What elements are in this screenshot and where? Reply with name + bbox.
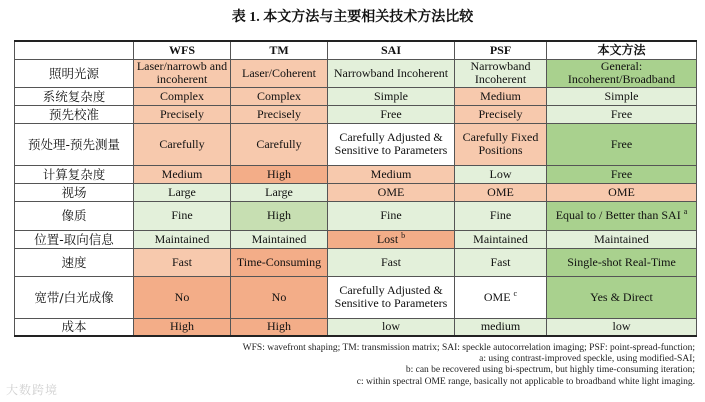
- table-cell: [328, 230, 455, 248]
- table-row: [15, 87, 697, 105]
- cell-text: Large: [168, 184, 196, 199]
- table-cell: [547, 59, 697, 87]
- cell-text: Laser/narrowb and incoherent: [136, 59, 228, 86]
- row-label: 计算复杂度: [15, 165, 134, 183]
- table-cell: [547, 248, 697, 276]
- table-cell: [231, 123, 328, 165]
- cell-text: Carefully Fixed Positions: [462, 130, 539, 157]
- cell-text: Maintained: [154, 231, 210, 246]
- table-cell: [134, 123, 231, 165]
- comparison-table: [14, 40, 697, 337]
- cell-text: Free: [380, 106, 402, 121]
- cell-text: Fast: [490, 254, 511, 269]
- cell-text: Precisely: [257, 106, 301, 121]
- cell-text: Narrowband Incoherent: [333, 65, 449, 80]
- table-cell: [231, 59, 328, 87]
- cell-text: OME: [377, 184, 405, 199]
- cell-text: General: Incoherent/Broadband: [567, 59, 676, 86]
- table-cell: [231, 201, 328, 230]
- table-cell: [231, 318, 328, 336]
- table-cell: [455, 276, 547, 318]
- table-cell: [455, 318, 547, 336]
- header-cell-corner: [15, 41, 134, 59]
- cell-text: Fast: [380, 254, 401, 269]
- cell-text: Precisely: [160, 106, 204, 121]
- table-cell: [547, 201, 697, 230]
- watermark-logo: 大数跨境: [6, 383, 59, 397]
- table-cell: [455, 105, 547, 123]
- table-row: [15, 248, 697, 276]
- header-cell-proposed: 本文方法: [547, 41, 697, 59]
- row-label: 视场: [15, 183, 134, 201]
- table-cell: [547, 105, 697, 123]
- table-cell: [231, 87, 328, 105]
- cell-text: Complex: [160, 88, 204, 103]
- cell-text: No: [174, 289, 190, 304]
- cell-text: Medium: [370, 166, 412, 181]
- table-cell: [455, 123, 547, 165]
- footnote-marker: a: [683, 207, 688, 216]
- table-cell: [231, 248, 328, 276]
- cell-text: OME: [608, 184, 635, 199]
- table-cell: [328, 105, 455, 123]
- row-label: 速度: [15, 248, 134, 276]
- table-cell: [547, 123, 697, 165]
- cell-text: Maintained: [473, 231, 528, 246]
- header-cell-psf: PSF: [455, 41, 547, 59]
- table-cell: [547, 318, 697, 336]
- cell-text: Medium: [161, 166, 203, 181]
- row-label: 宽带/白光成像: [15, 276, 134, 318]
- footnote-abbreviations: WFS: wavefront shaping; TM: transmission matrix; SAI: speckle autocorrelation imaging; PSF: point-spread-function;: [242, 343, 695, 353]
- row-label: 预先校准: [15, 105, 134, 123]
- footnote-marker: b: [401, 230, 406, 240]
- table-cell: [455, 230, 547, 248]
- table-cell: [328, 59, 455, 87]
- cell-text: Precisely: [478, 106, 523, 121]
- cell-text: Maintained: [251, 231, 307, 246]
- table-footnotes: [55, 343, 695, 388]
- cell-text: Maintained: [594, 231, 649, 246]
- cell-text: High: [267, 319, 291, 334]
- table-cell: [455, 201, 547, 230]
- cell-text: Lost: [376, 231, 399, 246]
- row-label: 成本: [15, 318, 134, 336]
- table-cell: [134, 105, 231, 123]
- table-cell: [455, 59, 547, 87]
- table-cell: [134, 318, 231, 336]
- table-cell: [455, 165, 547, 183]
- table-row: [15, 123, 697, 165]
- table-cell: [328, 248, 455, 276]
- cell-text: Time-Consuming: [236, 254, 322, 269]
- cell-text: Fast: [171, 254, 192, 269]
- table-cell: [134, 87, 231, 105]
- cell-text: Free: [610, 136, 633, 151]
- cell-text: low: [612, 319, 631, 334]
- cell-text: Free: [610, 106, 633, 121]
- footnote-b: b: can be recovered using bi-spectrum, but highly time-consuming iteration;: [405, 365, 695, 376]
- cell-text: Fine: [171, 208, 193, 222]
- table-cell: [134, 59, 231, 87]
- cell-text: Carefully Adjusted & Sensitive to Parameters: [334, 283, 448, 310]
- header-cell-sai: SAI: [328, 41, 455, 59]
- table-row: [15, 183, 697, 201]
- cell-text: low: [382, 319, 400, 334]
- table-title: 表 1. 本文方法与主要相关技术方法比较: [231, 10, 474, 25]
- row-label: 系统复杂度: [15, 87, 134, 105]
- table-body: [15, 59, 697, 336]
- cell-text: Fine: [489, 208, 512, 222]
- cell-text: Carefully: [256, 136, 302, 151]
- header-row: [15, 41, 697, 59]
- cell-text: Fine: [380, 208, 402, 222]
- row-label: 照明光源: [15, 59, 134, 87]
- table-cell: [455, 183, 547, 201]
- cell-text: Yes & Direct: [590, 289, 653, 304]
- cell-text: High: [267, 166, 291, 181]
- footnote-a: a: using contrast-improved speckle, using modified-SAI;: [479, 354, 695, 365]
- table-cell: [328, 165, 455, 183]
- table-row: [15, 105, 697, 123]
- cell-text: Low: [489, 166, 512, 181]
- table-cell: [547, 230, 697, 248]
- table-cell: [547, 165, 697, 183]
- header-cell-tm: TM: [231, 41, 328, 59]
- table-cell: [134, 230, 231, 248]
- cell-text: Laser/Coherent: [242, 65, 316, 80]
- table-cell: [455, 87, 547, 105]
- table-cell: [328, 318, 455, 336]
- table-cell: [547, 183, 697, 201]
- table-row: [15, 201, 697, 230]
- cell-text: Equal to / Better than SAI: [555, 208, 681, 222]
- table-cell: [231, 165, 328, 183]
- table-row: [15, 230, 697, 248]
- row-label: 位置-取向信息: [15, 230, 134, 248]
- cell-text: Complex: [257, 88, 301, 103]
- footnote-marker: c: [513, 288, 518, 298]
- header-cell-wfs: WFS: [134, 41, 231, 59]
- cell-text: Large: [265, 184, 293, 199]
- cell-text: OME: [487, 184, 514, 199]
- cell-text: Carefully Adjusted & Sensitive to Parameters: [334, 130, 448, 157]
- table-cell: [547, 276, 697, 318]
- cell-text: Simple: [604, 88, 639, 103]
- table-cell: [231, 230, 328, 248]
- table-cell: [134, 201, 231, 230]
- table-cell: [134, 248, 231, 276]
- cell-text: Single-shot Real-Time: [567, 254, 676, 269]
- cell-text: OME: [483, 289, 511, 304]
- cell-text: High: [267, 208, 291, 222]
- table-cell: [328, 87, 455, 105]
- table-cell: [134, 183, 231, 201]
- row-label: 像质: [15, 201, 134, 230]
- table-cell: [231, 183, 328, 201]
- table-cell: [231, 105, 328, 123]
- cell-text: High: [170, 319, 194, 334]
- cell-text: Simple: [373, 88, 408, 103]
- table-row: [15, 165, 697, 183]
- cell-text: Medium: [480, 88, 521, 103]
- cell-text: Narrowband Incoherent: [470, 59, 531, 86]
- table-cell: [328, 201, 455, 230]
- table-cell: [328, 123, 455, 165]
- table-cell: [547, 87, 697, 105]
- cell-text: Free: [610, 166, 633, 181]
- table-row: [15, 59, 697, 87]
- table-cell: [455, 248, 547, 276]
- cell-text: Carefully: [159, 136, 205, 151]
- cell-text: medium: [480, 319, 521, 334]
- table-cell: [328, 276, 455, 318]
- table-cell: [134, 276, 231, 318]
- table-row: [15, 276, 697, 318]
- cell-text: No: [271, 289, 287, 304]
- row-label: 预处理-预先测量: [15, 123, 134, 165]
- table-cell: [134, 165, 231, 183]
- table-row: [15, 318, 697, 336]
- footnote-c: c: within spectral OME range, basically not applicable to broadband white light imaging.: [356, 376, 695, 387]
- table-cell: [231, 276, 328, 318]
- table-cell: [328, 183, 455, 201]
